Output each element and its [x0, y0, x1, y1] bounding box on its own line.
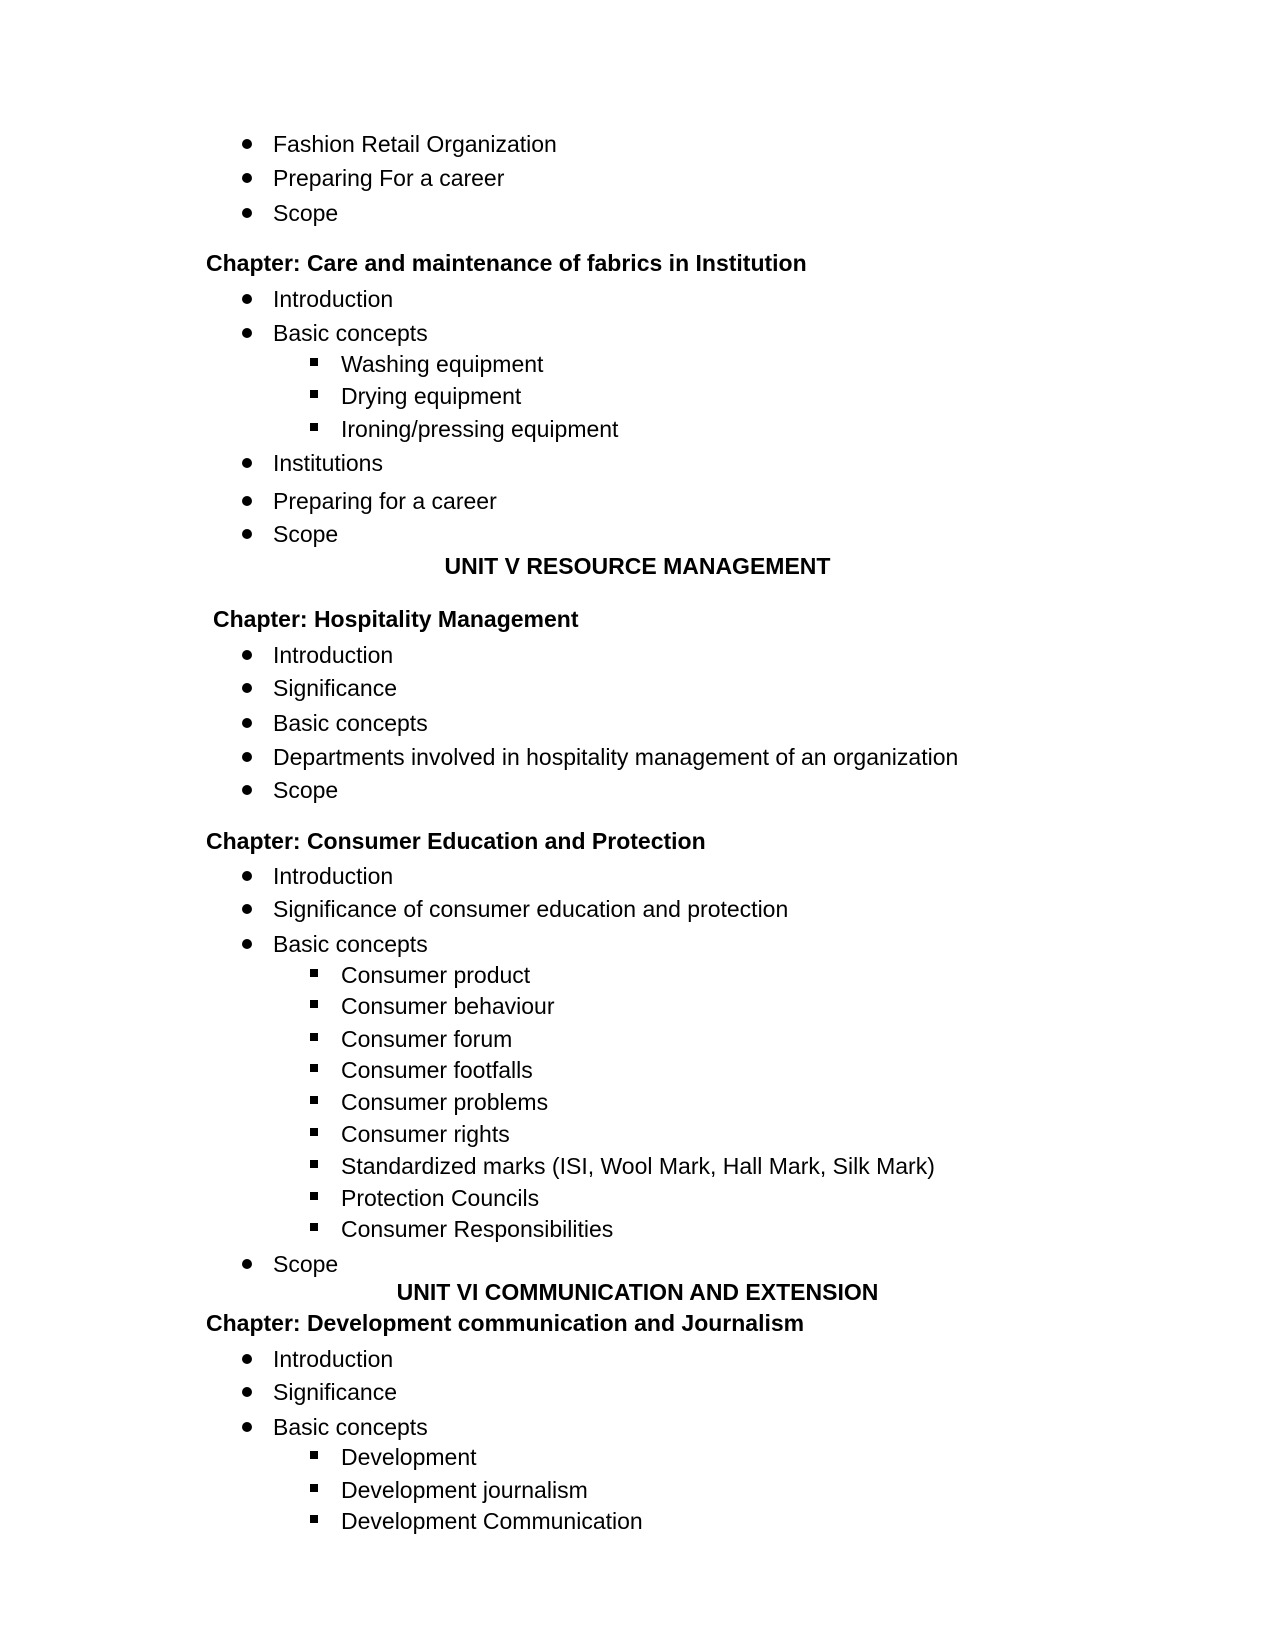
- sub-list-item: Consumer product: [341, 962, 531, 988]
- list-item: Basic concepts: [273, 1414, 428, 1440]
- sub-list-item: Development Communication: [341, 1508, 643, 1534]
- sub-list-item: Consumer problems: [341, 1089, 549, 1115]
- bullet-icon: [242, 1422, 252, 1432]
- sub-list-item: Drying equipment: [341, 383, 522, 409]
- list-item: Scope: [273, 1251, 339, 1277]
- bullet-icon: [242, 496, 252, 506]
- bullet-icon: [242, 1387, 252, 1397]
- chapter-heading: Chapter: Hospitality Management: [213, 606, 579, 632]
- bullet-icon: [242, 871, 252, 881]
- bullet-icon: [242, 1354, 252, 1364]
- square-bullet-icon: [310, 1064, 318, 1072]
- square-bullet-icon: [310, 1484, 318, 1492]
- bullet-icon: [242, 139, 252, 149]
- list-item: Basic concepts: [273, 710, 428, 736]
- bullet-icon: [242, 683, 252, 693]
- square-bullet-icon: [310, 1000, 318, 1008]
- bullet-icon: [242, 904, 252, 914]
- sub-list-item: Consumer forum: [341, 1026, 513, 1052]
- sub-list-item: Standardized marks (ISI, Wool Mark, Hall Mark, Silk Mark): [341, 1153, 935, 1179]
- chapter-heading: Chapter: Development communication and Journalism: [206, 1310, 805, 1336]
- unit-heading: UNIT VI COMMUNICATION AND EXTENSION: [396, 1279, 879, 1305]
- sub-list-item: Development journalism: [341, 1477, 588, 1503]
- sub-list-item: Consumer Responsibilities: [341, 1216, 614, 1242]
- list-item: Scope: [273, 521, 339, 547]
- list-item: Introduction: [273, 642, 394, 668]
- list-item: Introduction: [273, 1346, 394, 1372]
- sub-list-item: Washing equipment: [341, 351, 544, 377]
- square-bullet-icon: [310, 1515, 318, 1523]
- bullet-icon: [242, 785, 252, 795]
- sub-list-item: Development: [341, 1444, 477, 1470]
- list-item: Fashion Retail Organization: [273, 131, 557, 157]
- list-item: Introduction: [273, 286, 394, 312]
- list-item: Basic concepts: [273, 931, 428, 957]
- bullet-icon: [242, 718, 252, 728]
- square-bullet-icon: [310, 1033, 318, 1041]
- bullet-icon: [242, 208, 252, 218]
- sub-list-item: Consumer footfalls: [341, 1057, 533, 1083]
- sub-list-item: Consumer rights: [341, 1121, 510, 1147]
- square-bullet-icon: [310, 969, 318, 977]
- bullet-icon: [242, 752, 252, 762]
- sub-list-item: Consumer behaviour: [341, 993, 555, 1019]
- square-bullet-icon: [310, 1223, 318, 1231]
- bullet-icon: [242, 939, 252, 949]
- list-item: Significance of consumer education and protection: [273, 896, 789, 922]
- chapter-heading: Chapter: Care and maintenance of fabrics in Institution: [206, 250, 807, 276]
- chapter-heading: Chapter: Consumer Education and Protection: [206, 828, 706, 854]
- list-item: Significance: [273, 675, 398, 701]
- square-bullet-icon: [310, 1128, 318, 1136]
- square-bullet-icon: [310, 1192, 318, 1200]
- sub-list-item: Ironing/pressing equipment: [341, 416, 619, 442]
- square-bullet-icon: [310, 390, 318, 398]
- sub-list-item: Protection Councils: [341, 1185, 540, 1211]
- unit-heading: UNIT V RESOURCE MANAGEMENT: [444, 553, 831, 579]
- bullet-icon: [242, 529, 252, 539]
- list-item: Departments involved in hospitality management of an organization: [273, 744, 959, 770]
- bullet-icon: [242, 1259, 252, 1269]
- list-item: Scope: [273, 777, 339, 803]
- square-bullet-icon: [310, 1096, 318, 1104]
- list-item: Scope: [273, 200, 339, 226]
- square-bullet-icon: [310, 358, 318, 366]
- bullet-icon: [242, 328, 252, 338]
- list-item: Significance: [273, 1379, 398, 1405]
- square-bullet-icon: [310, 1451, 318, 1459]
- list-item: Basic concepts: [273, 320, 428, 346]
- square-bullet-icon: [310, 1160, 318, 1168]
- bullet-icon: [242, 294, 252, 304]
- square-bullet-icon: [310, 423, 318, 431]
- list-item: Preparing for a career: [273, 488, 497, 514]
- bullet-icon: [242, 650, 252, 660]
- list-item: Preparing For a career: [273, 165, 505, 191]
- bullet-icon: [242, 458, 252, 468]
- bullet-icon: [242, 173, 252, 183]
- list-item: Institutions: [273, 450, 383, 476]
- list-item: Introduction: [273, 863, 394, 889]
